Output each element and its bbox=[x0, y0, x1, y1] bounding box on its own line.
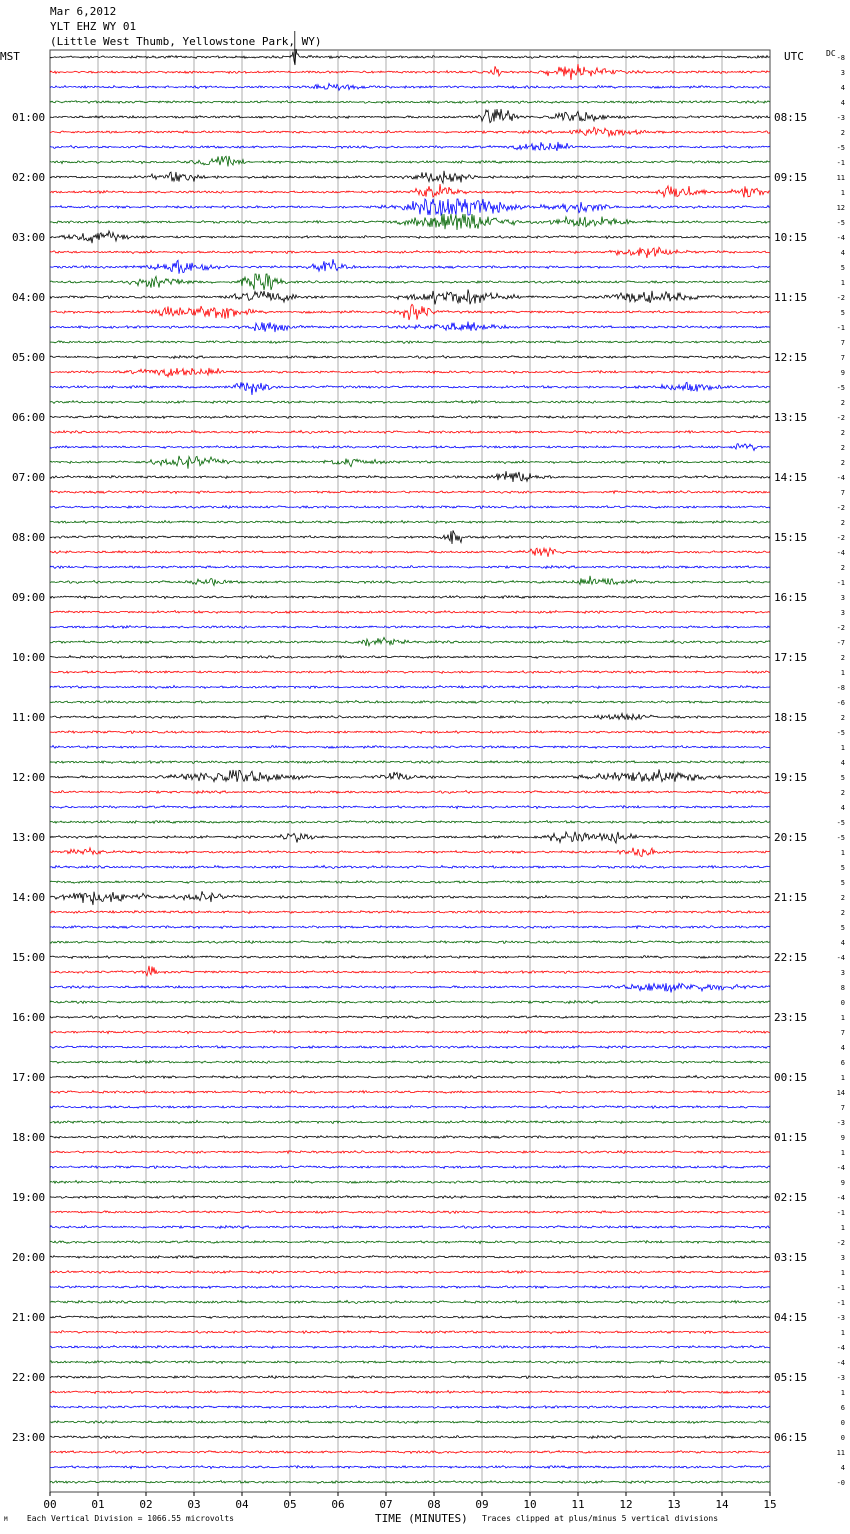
utc-hour-label: 18:15 bbox=[774, 711, 808, 724]
trace-row bbox=[50, 231, 770, 243]
utc-hour-label: 21:15 bbox=[774, 891, 808, 904]
x-tick-label: 05 bbox=[283, 1498, 297, 1511]
trace-row bbox=[50, 1300, 770, 1303]
dc-offset: 4 bbox=[840, 99, 845, 107]
x-tick-label: 07 bbox=[379, 1498, 393, 1511]
trace-row bbox=[50, 848, 770, 857]
trace-row bbox=[50, 491, 770, 494]
footer-left bbox=[4, 1514, 234, 1523]
x-tick-label: 12 bbox=[619, 1498, 633, 1511]
trace-row bbox=[50, 1436, 770, 1439]
mst-hour-label: 07:00 bbox=[12, 471, 46, 484]
trace-row bbox=[50, 1286, 770, 1289]
dc-offset: 3 bbox=[840, 69, 845, 77]
trace-row bbox=[50, 1196, 770, 1199]
dc-offset: 11 bbox=[836, 1449, 845, 1457]
dc-offset: -2 bbox=[836, 414, 845, 422]
trace-row bbox=[50, 1421, 770, 1424]
trace-row bbox=[50, 761, 770, 764]
dc-offset: 4 bbox=[840, 84, 845, 92]
trace-row bbox=[50, 430, 770, 433]
dc-offset: 14 bbox=[836, 1089, 845, 1097]
utc-hour-label: 02:15 bbox=[774, 1191, 808, 1204]
dc-offset: 2 bbox=[840, 564, 845, 572]
trace-row bbox=[50, 84, 770, 91]
trace-row bbox=[50, 1241, 770, 1244]
x-tick-label: 13 bbox=[667, 1498, 681, 1511]
mst-hour-label: 13:00 bbox=[12, 831, 46, 844]
mst-hour-label: 03:00 bbox=[12, 231, 46, 244]
dc-offset: 1 bbox=[840, 1389, 845, 1397]
dc-offset: -2 bbox=[836, 504, 845, 512]
trace-row bbox=[50, 1256, 770, 1259]
dc-offset: -1 bbox=[836, 159, 845, 167]
dc-offset-labels bbox=[837, 54, 845, 1487]
dc-offset: 9 bbox=[840, 369, 845, 377]
utc-hour-label: 23:15 bbox=[774, 1011, 808, 1024]
dc-offset: 4 bbox=[840, 804, 845, 812]
dc-offset: -2 bbox=[836, 534, 845, 542]
utc-hour-label: 17:15 bbox=[774, 651, 808, 664]
dc-offset: -5 bbox=[836, 729, 845, 737]
trace-row bbox=[50, 401, 770, 404]
dc-offset: 1 bbox=[840, 1149, 845, 1157]
trace-row bbox=[50, 1136, 770, 1139]
dc-offset: 5 bbox=[840, 774, 845, 782]
dc-offset: 1 bbox=[840, 1329, 845, 1337]
trace-row bbox=[50, 832, 770, 843]
mst-hour-label: 05:00 bbox=[12, 351, 46, 364]
mst-hour-label: 04:00 bbox=[12, 291, 46, 304]
location-label: (Little West Thumb, Yellowstone Park, WY) bbox=[50, 35, 322, 48]
mst-hour-label: 23:00 bbox=[12, 1431, 46, 1444]
trace-row bbox=[50, 911, 770, 914]
right-timezone-label: UTC bbox=[784, 50, 804, 63]
dc-offset: 3 bbox=[840, 609, 845, 617]
trace-row bbox=[50, 199, 770, 215]
dc-offset: 4 bbox=[840, 1044, 845, 1052]
trace-row bbox=[50, 64, 770, 80]
dc-offset: -4 bbox=[836, 1344, 845, 1352]
trace-row bbox=[50, 941, 770, 944]
trace-row bbox=[50, 1166, 770, 1169]
dc-offset: -1 bbox=[836, 324, 845, 332]
utc-hour-label: 00:15 bbox=[774, 1071, 808, 1084]
utc-hour-label: 01:15 bbox=[774, 1131, 808, 1144]
trace-row bbox=[50, 1061, 770, 1064]
dc-offset: 6 bbox=[840, 1404, 845, 1412]
mst-hour-label: 11:00 bbox=[12, 711, 46, 724]
trace-row bbox=[50, 471, 770, 482]
dc-offset: -4 bbox=[836, 1359, 845, 1367]
trace-row bbox=[50, 304, 770, 320]
trace-row bbox=[50, 637, 770, 646]
mst-hour-label: 14:00 bbox=[12, 891, 46, 904]
dc-offset: -2 bbox=[836, 624, 845, 632]
dc-offset: -5 bbox=[836, 834, 845, 842]
x-tick-label: 00 bbox=[43, 1498, 57, 1511]
trace-row bbox=[50, 983, 770, 992]
trace-row bbox=[50, 109, 770, 123]
trace-row bbox=[50, 1046, 770, 1049]
x-tick-label: 02 bbox=[139, 1498, 153, 1511]
trace-row bbox=[50, 247, 770, 258]
x-tick-label: 01 bbox=[91, 1498, 105, 1511]
trace-row bbox=[50, 746, 770, 749]
trace-row bbox=[50, 1075, 770, 1078]
mst-hour-label: 17:00 bbox=[12, 1071, 46, 1084]
trace-row bbox=[50, 356, 770, 359]
trace-row bbox=[50, 548, 770, 557]
trace-row bbox=[50, 456, 770, 469]
dc-label: DC bbox=[826, 49, 836, 58]
trace-row bbox=[50, 1226, 770, 1229]
dc-offset: 0 bbox=[840, 1419, 845, 1427]
dc-offset: 4 bbox=[840, 1464, 845, 1472]
trace-row bbox=[50, 821, 770, 824]
dc-offset: 9 bbox=[840, 1134, 845, 1142]
utc-hour-label: 14:15 bbox=[774, 471, 808, 484]
dc-offset: 7 bbox=[840, 354, 845, 362]
seismic-traces bbox=[50, 31, 770, 1484]
utc-hour-label: 20:15 bbox=[774, 831, 808, 844]
trace-row bbox=[50, 1466, 770, 1469]
mst-hour-label: 08:00 bbox=[12, 531, 46, 544]
trace-row bbox=[50, 966, 770, 976]
dc-offset: 1 bbox=[840, 669, 845, 677]
x-tick-label: 14 bbox=[715, 1498, 729, 1511]
mst-hour-label: 15:00 bbox=[12, 951, 46, 964]
dc-offset: 1 bbox=[840, 279, 845, 287]
trace-row bbox=[50, 1376, 770, 1379]
trace-row bbox=[50, 671, 770, 674]
dc-offset: 1 bbox=[840, 744, 845, 752]
dc-offset: -0 bbox=[836, 1479, 845, 1487]
trace-row bbox=[50, 1271, 770, 1274]
trace-row bbox=[50, 791, 770, 794]
mst-hour-label: 01:00 bbox=[12, 111, 46, 124]
trace-row bbox=[50, 576, 770, 586]
trace-row bbox=[50, 506, 770, 509]
mst-hour-label: 10:00 bbox=[12, 651, 46, 664]
utc-hour-label: 16:15 bbox=[774, 591, 808, 604]
utc-hour-label: 13:15 bbox=[774, 411, 808, 424]
trace-row bbox=[50, 530, 770, 544]
dc-offset: 2 bbox=[840, 459, 845, 467]
x-tick-label: 04 bbox=[235, 1498, 249, 1511]
mst-hour-label: 22:00 bbox=[12, 1371, 46, 1384]
trace-row bbox=[50, 382, 770, 395]
dc-offset: 7 bbox=[840, 1029, 845, 1037]
dc-offset: 5 bbox=[840, 879, 845, 887]
trace-row bbox=[50, 274, 770, 290]
trace-row bbox=[50, 891, 770, 905]
trace-row bbox=[50, 1016, 770, 1019]
dc-offset: 2 bbox=[840, 399, 845, 407]
dc-offset: -4 bbox=[836, 1164, 845, 1172]
dc-offset: -5 bbox=[836, 819, 845, 827]
trace-row bbox=[50, 769, 770, 782]
dc-offset: -1 bbox=[836, 1284, 845, 1292]
dc-offset: 2 bbox=[840, 444, 845, 452]
trace-row bbox=[50, 1346, 770, 1349]
trace-row bbox=[50, 156, 770, 166]
dc-offset: 1 bbox=[840, 1269, 845, 1277]
utc-hour-label: 22:15 bbox=[774, 951, 808, 964]
dc-offset: 3 bbox=[840, 1254, 845, 1262]
trace-row bbox=[50, 865, 770, 868]
trace-row bbox=[50, 686, 770, 689]
dc-offset: 4 bbox=[840, 939, 845, 947]
dc-offset: -4 bbox=[836, 1194, 845, 1202]
dc-offset: 4 bbox=[840, 249, 845, 257]
dc-offset: 9 bbox=[840, 1179, 845, 1187]
x-tick-label: 03 bbox=[187, 1498, 201, 1511]
clip-note: Traces clipped at plus/minus 5 vertical divisions bbox=[482, 1514, 719, 1523]
dc-offset: 2 bbox=[840, 129, 845, 137]
dc-offset: 0 bbox=[840, 1434, 845, 1442]
mst-hour-label: 12:00 bbox=[12, 771, 46, 784]
dc-offset: -4 bbox=[836, 549, 845, 557]
dc-offset: -5 bbox=[836, 144, 845, 152]
dc-offset: -3 bbox=[836, 1314, 845, 1322]
trace-row bbox=[50, 926, 770, 929]
utc-hour-label: 12:15 bbox=[774, 351, 808, 364]
x-axis-label: TIME (MINUTES) bbox=[375, 1512, 468, 1525]
trace-row bbox=[50, 1001, 770, 1004]
trace-row bbox=[50, 1151, 770, 1154]
mst-hour-label: 18:00 bbox=[12, 1131, 46, 1144]
trace-row bbox=[50, 806, 770, 809]
trace-row bbox=[50, 368, 770, 377]
mst-hour-labels bbox=[12, 111, 45, 1444]
dc-offset: 6 bbox=[840, 1059, 845, 1067]
trace-row bbox=[50, 1391, 770, 1394]
mst-hour-label: 19:00 bbox=[12, 1191, 46, 1204]
dc-offset: -4 bbox=[836, 474, 845, 482]
utc-hour-label: 08:15 bbox=[774, 111, 808, 124]
dc-offset: -8 bbox=[836, 54, 845, 62]
dc-offset: 1 bbox=[840, 1074, 845, 1082]
dc-offset: 5 bbox=[840, 309, 845, 317]
dc-offset: -3 bbox=[836, 114, 845, 122]
utc-hour-label: 10:15 bbox=[774, 231, 808, 244]
dc-offset: 2 bbox=[840, 894, 845, 902]
dc-offset: -5 bbox=[836, 384, 845, 392]
dc-offset: 11 bbox=[836, 174, 845, 182]
scale-note: Each Vertical Division = 1066.55 microvolts bbox=[26, 1514, 234, 1523]
mst-hour-label: 09:00 bbox=[12, 591, 46, 604]
trace-row bbox=[50, 142, 770, 151]
trace-row bbox=[50, 1031, 770, 1034]
trace-row bbox=[50, 656, 770, 659]
trace-row bbox=[50, 1406, 770, 1409]
trace-row bbox=[50, 731, 770, 734]
dc-offset: -3 bbox=[836, 1119, 845, 1127]
trace-row bbox=[50, 1121, 770, 1124]
trace-row bbox=[50, 1316, 770, 1319]
dc-offset: -4 bbox=[836, 234, 845, 242]
trace-row bbox=[50, 416, 770, 419]
trace-row bbox=[50, 713, 770, 719]
x-tick-label: 06 bbox=[331, 1498, 345, 1511]
trace-row bbox=[50, 444, 770, 451]
dc-offset: -8 bbox=[836, 684, 845, 692]
trace-row bbox=[50, 626, 770, 629]
mst-hour-label: 02:00 bbox=[12, 171, 46, 184]
mst-hour-label: 16:00 bbox=[12, 1011, 46, 1024]
dc-offset: 8 bbox=[840, 984, 845, 992]
trace-row bbox=[50, 171, 770, 183]
x-tick-label: 11 bbox=[571, 1498, 585, 1511]
dc-offset: 1 bbox=[840, 1224, 845, 1232]
dc-offset: 1 bbox=[840, 189, 845, 197]
trace-row bbox=[50, 611, 770, 614]
dc-offset: 4 bbox=[840, 759, 845, 767]
dc-offset: 7 bbox=[840, 339, 845, 347]
x-tick-label: 10 bbox=[523, 1498, 537, 1511]
trace-row bbox=[50, 701, 770, 704]
dc-offset: 0 bbox=[840, 999, 845, 1007]
dc-offset: -1 bbox=[836, 1209, 845, 1217]
dc-offset: 5 bbox=[840, 924, 845, 932]
utc-hour-label: 11:15 bbox=[774, 291, 808, 304]
station-label: YLT EHZ WY 01 bbox=[50, 20, 137, 33]
trace-row bbox=[50, 214, 770, 230]
dc-offset: 2 bbox=[840, 429, 845, 437]
dc-offset: -5 bbox=[836, 219, 845, 227]
dc-offset: 5 bbox=[840, 864, 845, 872]
dc-offset: 7 bbox=[840, 1104, 845, 1112]
trace-row bbox=[50, 1451, 770, 1454]
date-label: Mar 6,2012 bbox=[50, 5, 117, 18]
dc-offset: 3 bbox=[840, 594, 845, 602]
trace-row bbox=[50, 521, 770, 524]
trace-row bbox=[50, 956, 770, 959]
trace-row bbox=[50, 1331, 770, 1334]
utc-hour-label: 06:15 bbox=[774, 1431, 808, 1444]
trace-row bbox=[50, 1106, 770, 1109]
utc-hour-labels bbox=[774, 111, 807, 1444]
trace-row bbox=[50, 341, 770, 344]
trace-row bbox=[50, 127, 770, 136]
trace-row bbox=[50, 1361, 770, 1364]
left-timezone-label: MST bbox=[0, 50, 20, 63]
trace-row bbox=[50, 290, 770, 305]
mst-hour-label: 21:00 bbox=[12, 1311, 46, 1324]
dc-offset: -1 bbox=[836, 1299, 845, 1307]
utc-hour-label: 04:15 bbox=[774, 1311, 808, 1324]
x-tick-label: 08 bbox=[427, 1498, 441, 1511]
corner-mark: M bbox=[4, 1516, 8, 1523]
dc-offset: -2 bbox=[836, 294, 845, 302]
dc-offset: -1 bbox=[836, 579, 845, 587]
trace-row bbox=[50, 566, 770, 569]
trace-row bbox=[50, 1091, 770, 1094]
dc-offset: -7 bbox=[836, 639, 845, 647]
trace-row bbox=[50, 259, 770, 274]
dc-offset: 1 bbox=[840, 849, 845, 857]
utc-hour-label: 09:15 bbox=[774, 171, 808, 184]
trace-row bbox=[50, 31, 770, 65]
dc-offset: 5 bbox=[840, 264, 845, 272]
trace-row bbox=[50, 1481, 770, 1484]
dc-offset: 2 bbox=[840, 654, 845, 662]
dc-offset: -6 bbox=[836, 699, 845, 707]
utc-hour-label: 19:15 bbox=[774, 771, 808, 784]
utc-hour-label: 05:15 bbox=[774, 1371, 808, 1384]
mst-hour-label: 20:00 bbox=[12, 1251, 46, 1264]
x-tick-label: 09 bbox=[475, 1498, 489, 1511]
dc-offset: 1 bbox=[840, 1014, 845, 1022]
utc-hour-label: 03:15 bbox=[774, 1251, 808, 1264]
trace-row bbox=[50, 322, 770, 333]
dc-offset: 7 bbox=[840, 489, 845, 497]
trace-row bbox=[50, 1181, 770, 1184]
trace-row bbox=[50, 184, 770, 197]
dc-offset: -3 bbox=[836, 1374, 845, 1382]
utc-hour-label: 15:15 bbox=[774, 531, 808, 544]
mst-hour-label: 06:00 bbox=[12, 411, 46, 424]
dc-offset: 2 bbox=[840, 789, 845, 797]
dc-offset: 2 bbox=[840, 909, 845, 917]
trace-row bbox=[50, 1211, 770, 1214]
x-axis-ticks bbox=[43, 1492, 776, 1511]
trace-row bbox=[50, 101, 770, 104]
dc-offset: -4 bbox=[836, 954, 845, 962]
dc-offset: -2 bbox=[836, 1239, 845, 1247]
dc-offset: 2 bbox=[840, 714, 845, 722]
dc-offset: 2 bbox=[840, 519, 845, 527]
dc-offset: 12 bbox=[836, 204, 845, 212]
dc-offset: 3 bbox=[840, 969, 845, 977]
x-tick-label: 15 bbox=[763, 1498, 777, 1511]
trace-row bbox=[50, 881, 770, 884]
trace-row bbox=[50, 596, 770, 599]
